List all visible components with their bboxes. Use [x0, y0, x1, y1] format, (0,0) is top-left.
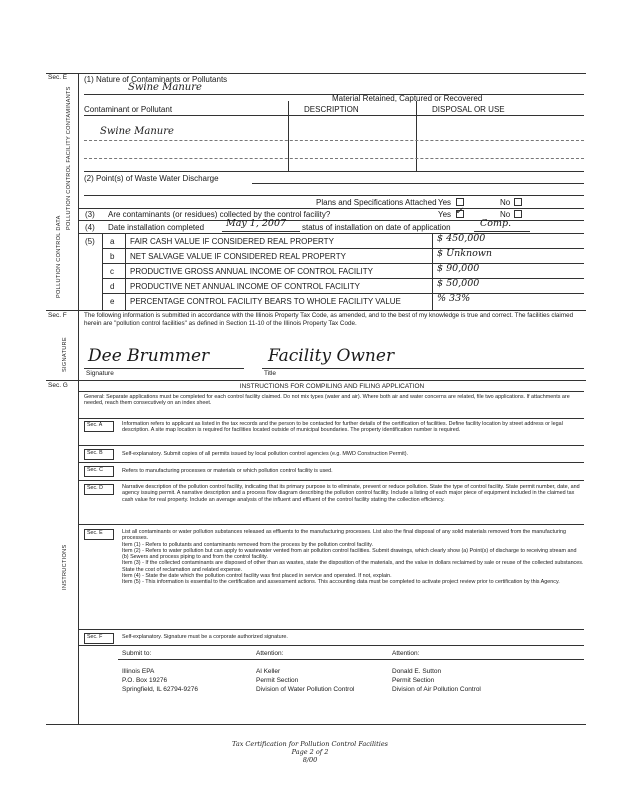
col-contaminant: Contaminant or Pollutant: [84, 105, 173, 114]
rule: [78, 208, 584, 209]
signature-label: Signature: [86, 370, 114, 377]
addr1-line1: Illinois EPA: [122, 668, 155, 675]
item5a-value[interactable]: $ 450,000: [437, 233, 486, 244]
sec-d-box: Sec. D: [84, 484, 114, 495]
title-label: Title: [264, 370, 277, 377]
signature[interactable]: Dee Brummer: [88, 346, 210, 366]
item3-text: Are contaminants (or residues) collected by the control facility?: [108, 210, 331, 219]
item5e-text: PERCENTAGE CONTROL FACILITY BEARS TO WHOLE FACILITY VALUE: [130, 297, 401, 306]
rule: [252, 183, 584, 184]
item3-yes: Yes: [438, 210, 452, 219]
rule: [78, 391, 584, 392]
attention-label-1: Attention:: [256, 650, 284, 657]
rule: [222, 231, 300, 232]
material-header: Material Retained, Captured or Recovered: [332, 94, 483, 103]
rule: [102, 248, 584, 249]
rule: [102, 278, 584, 279]
sec-e-side-label: POLLUTION CONTROL FACILITY CONTAMINANTS: [66, 86, 72, 230]
rule: [78, 445, 584, 446]
attention-label-2: Attention:: [392, 650, 420, 657]
plans-no: No: [500, 198, 511, 207]
col-divider: [288, 101, 289, 171]
rule: [78, 645, 584, 646]
item3-no-checkbox[interactable]: [514, 210, 522, 218]
rule: [78, 524, 584, 525]
item4-date[interactable]: May 1, 2007: [226, 218, 287, 229]
addr1-line2: P.O. Box 19276: [122, 677, 168, 684]
item5c-value[interactable]: $ 90,000: [437, 263, 480, 274]
col-divider: [416, 101, 417, 171]
rule: [102, 263, 584, 264]
sec-g-heading: INSTRUCTIONS FOR COMPILING AND FILING APPLICATION: [239, 383, 425, 390]
sec-g-general: General: Separate applications must be completed for each control facility claimed. Do not mix types (water and air). Where both air and water concerns are related, file two applications. If attachments are needed, reach them consecutively on an index sheet.: [84, 394, 570, 407]
rule: [118, 659, 584, 660]
plans-yes-checkbox[interactable]: [456, 198, 464, 206]
item4-text2: status of installation on date of application: [302, 223, 451, 232]
plans-label: Plans and Specifications Attached: [316, 198, 437, 207]
row1-contaminant[interactable]: Swine Manure: [100, 126, 174, 137]
item5d-sub: d: [110, 282, 115, 291]
plans-yes: Yes: [438, 198, 452, 207]
sec-b-box: Sec. B: [84, 449, 114, 460]
rule: [84, 140, 584, 141]
rule: [262, 368, 584, 369]
rule: [102, 293, 584, 294]
bottom-rule: [46, 724, 586, 725]
col-disposal: DISPOSAL OR USE: [432, 105, 505, 114]
submit-to-label: Submit to:: [122, 650, 152, 657]
footer-title: Tax Certification for Pollution Control Facilities: [231, 740, 389, 748]
sec-d-text: Narrative description of the pollution control facility, indicating that its primary purpose is to eliminate, prevent or reduce pollution. State the type of control facility. State permit number, date, and agency issuing permit. A narrative description and a process flow diagram describing the pollution control facility. Include a listing of each major piece of equipment included in the claimed tax cash value for real property. Include an average analysis of the influent and effluent of the control facility stating the collection efficiency.: [122, 484, 580, 503]
sec-e-divider: [78, 73, 79, 310]
rule: [46, 380, 586, 381]
rule: [84, 115, 584, 116]
item5c-text: PRODUCTIVE GROSS ANNUAL INCOME OF CONTROL FACILITY: [130, 267, 373, 276]
rule: [78, 462, 584, 463]
item5a-text: FAIR CASH VALUE IF CONSIDERED REAL PROPERTY: [130, 237, 334, 246]
sec-c-box: Sec. C: [84, 466, 114, 477]
item4-num: (4): [85, 223, 95, 232]
addr3-line2: Permit Section: [392, 677, 435, 684]
sec-a-text: Information refers to applicant as listed in the tax records and the person to be contacted for further details of the certification of facilities. Define facility location by street address or legal description. A site map location is required for facilities located outside of municipal boundaries. The property identification number is required.: [122, 421, 563, 434]
item4-text: Date installation completed: [108, 223, 205, 232]
sec-e-box: Sec. E: [84, 529, 114, 540]
col-divider: [102, 233, 103, 310]
title-value[interactable]: Facility Owner: [268, 346, 395, 366]
rule: [474, 231, 530, 232]
footer-date: 8/00: [302, 756, 318, 764]
addr3-line3: Division of Air Pollution Control: [392, 686, 481, 693]
sec-f-divider: [78, 310, 79, 380]
plans-no-checkbox[interactable]: [514, 198, 522, 206]
sec-b-text: Self-explanatory. Submit copies of all permits issued by local pollution control agencies (e.g. MWD Construction Permit).: [122, 451, 409, 457]
rule: [78, 233, 584, 234]
sec-e-text: List all contaminants or water pollution substances released as effluents to the manufacturing processes. List also the final disposal of any solid materials removed from the manufacturing processes. Item (1) - Refers to pollutants and contaminants removed from the process by the pollution control facility. Item (2) - Refers to water pollution but can apply to wastewater vented from air pollution control facilities. Submit drawings, which clearly show (a) Point(s) of discharge to receiving stream and (b) Sewers and process piping to and from the control facility. Item (3) - If the collected contaminants are disposed of other than as wastes, state the disposition of the materials, and the value in dollars reclaimed by sale or reuse of the collected substances. State the cost of reclamation and related expense. Item (4) - State the date which the pollution control facility was first placed in service and operated. If not, explain. Item (5) - This information is essential to the certification and assessment actions. This accounting data must be completed to activate project review prior to certification by this Agency.: [122, 529, 584, 586]
rule: [84, 368, 244, 369]
item5e-value[interactable]: % 33%: [437, 293, 471, 304]
sec-g-label: Sec. G: [48, 382, 68, 389]
q1-answer[interactable]: Swine Manure: [128, 82, 202, 93]
sec-e-label: Sec. E: [48, 74, 68, 81]
sec-f-box: Sec. F: [84, 633, 114, 644]
addr3-line1: Donald E. Sutton: [392, 668, 442, 675]
rule: [78, 480, 584, 481]
item5d-value[interactable]: $ 50,000: [437, 278, 480, 289]
addr2-line3: Division of Water Pollution Control: [256, 686, 355, 693]
col-description: DESCRIPTION: [304, 105, 359, 114]
item5b-value[interactable]: $ Unknown: [437, 248, 493, 259]
item5-num: (5): [85, 237, 95, 246]
item5b-sub: b: [110, 252, 115, 261]
item4-status[interactable]: Comp.: [480, 218, 512, 229]
rule: [84, 171, 584, 172]
sec-f-instr-text: Self-explanatory. Signature must be a corporate authorized signature.: [122, 634, 288, 640]
sec-f-text: The following information is submitted in accordance with the Illinois Property Tax Code, as amended, and to the best of my knowledge is true and correct. The facilities claimed herein are "pollution control facilities" as defined in Section 11-10 of the Illinois Property Tax Code.: [84, 312, 574, 327]
rule: [46, 310, 586, 311]
item5c-sub: c: [110, 267, 114, 276]
sec-f-label: Sec. F: [48, 312, 67, 319]
col-divider: [125, 233, 126, 310]
item5b-text: NET SALVAGE VALUE IF CONSIDERED REAL PROPERTY: [130, 252, 346, 261]
item5d-text: PRODUCTIVE NET ANNUAL INCOME OF CONTROL FACILITY: [130, 282, 360, 291]
sec-a-box: Sec. A: [84, 421, 114, 432]
item5e-sub: e: [110, 297, 115, 306]
q1-label: (1) Nature of Contaminants or Pollutants: [84, 75, 228, 84]
sec-g-side-label: INSTRUCTIONS: [62, 544, 68, 590]
sec-e-side-label-b: POLLUTION CONTROL DATA: [56, 215, 62, 298]
rule: [78, 418, 584, 419]
rule: [84, 158, 584, 159]
addr1-line3: Springfield, IL 62794-9276: [122, 686, 199, 693]
sec-f-side-label: SIGNATURE: [62, 337, 68, 372]
item3-yes-mark: ✓: [455, 206, 464, 217]
sec-c-text: Refers to manufacturing processes or materials or which pollution control facility is used.: [122, 468, 333, 474]
rule: [84, 195, 584, 196]
item3-num: (3): [85, 210, 95, 219]
item3-no: No: [500, 210, 511, 219]
item5a-sub: a: [110, 237, 115, 246]
col-divider: [432, 233, 433, 310]
addr2-line1: Al Keller: [256, 668, 281, 675]
addr2-line2: Permit Section: [256, 677, 299, 684]
top-rule: [46, 73, 586, 74]
q2-label: (2) Point(s) of Waste Water Discharge: [84, 174, 219, 183]
footer-page: Page 2 of 2: [291, 748, 329, 756]
rule: [78, 629, 584, 630]
sec-g-divider: [78, 380, 79, 724]
